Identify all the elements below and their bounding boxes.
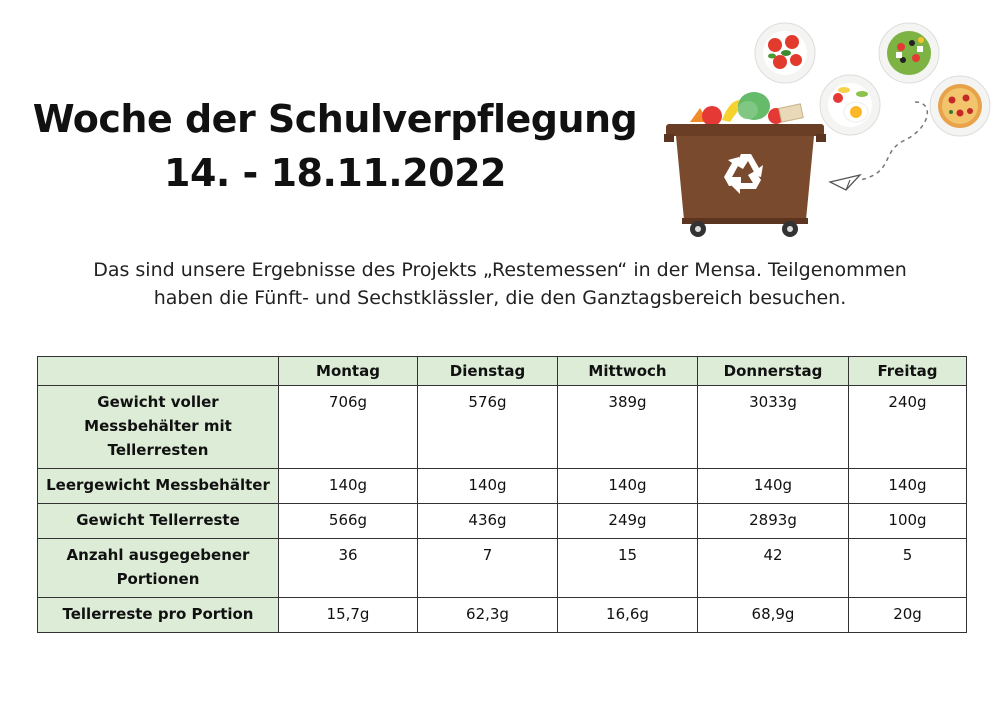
table-cell: 140g xyxy=(418,469,558,504)
table-cell: 140g xyxy=(849,469,967,504)
table-cell: 140g xyxy=(279,469,418,504)
row-label: Gewicht Tellerreste xyxy=(38,504,279,539)
table-header-row xyxy=(38,357,967,386)
greek-salad-plate-icon xyxy=(879,23,939,83)
food-pile xyxy=(690,92,803,126)
table-cell: 249g xyxy=(558,504,698,539)
table-cell: 706g xyxy=(279,386,418,469)
table-cell: 7 xyxy=(418,539,558,598)
row-label: Gewicht voller Messbehälter mit Tellerresten xyxy=(38,386,279,469)
table-cell: 20g xyxy=(849,598,967,633)
table-cell: 389g xyxy=(558,386,698,469)
table-cell: 3033g xyxy=(698,386,849,469)
column-header: Montag xyxy=(279,357,418,386)
intro-text xyxy=(40,256,960,312)
table-row xyxy=(38,539,967,598)
table-cell: 16,6g xyxy=(558,598,698,633)
table-row xyxy=(38,598,967,633)
paper-plane-icon xyxy=(830,175,860,190)
table-cell: 62,3g xyxy=(418,598,558,633)
table-cell: 2893g xyxy=(698,504,849,539)
table-corner-cell xyxy=(38,357,279,386)
table-cell: 36 xyxy=(279,539,418,598)
table-cell: 15 xyxy=(558,539,698,598)
compost-bin-icon xyxy=(664,124,826,237)
salad-plate-icon xyxy=(755,23,815,83)
column-header: Mittwoch xyxy=(558,357,698,386)
table-cell: 42 xyxy=(698,539,849,598)
row-label: Leergewicht Messbehälter xyxy=(38,469,279,504)
row-label: Tellerreste pro Portion xyxy=(38,598,279,633)
intro-line-1: Das sind unsere Ergebnisse des Projekts „Restemessen“ in der Mensa. Teilgenommen xyxy=(93,259,907,281)
row-label: Anzahl ausgegebener Portionen xyxy=(38,539,279,598)
table-cell: 68,9g xyxy=(698,598,849,633)
table-cell: 240g xyxy=(849,386,967,469)
table-row xyxy=(38,386,967,469)
page-title xyxy=(30,92,640,200)
table-cell: 15,7g xyxy=(279,598,418,633)
table-cell: 576g xyxy=(418,386,558,469)
table-row xyxy=(38,504,967,539)
title-line-2: 14. - 18.11.2022 xyxy=(164,151,506,195)
pizza-plate-icon xyxy=(930,76,990,136)
fried-egg-plate-icon xyxy=(820,75,880,135)
column-header: Donnerstag xyxy=(698,357,849,386)
title-line-1: Woche der Schulverpflegung xyxy=(32,97,638,141)
table-row xyxy=(38,469,967,504)
intro-line-2: haben die Fünft- und Sechstklässler, die den Ganztagsbereich besuchen. xyxy=(153,287,847,309)
table-cell: 566g xyxy=(279,504,418,539)
illustration xyxy=(660,10,1000,250)
table-cell: 5 xyxy=(849,539,967,598)
table-cell: 436g xyxy=(418,504,558,539)
column-header: Freitag xyxy=(849,357,967,386)
table-cell: 140g xyxy=(558,469,698,504)
column-header: Dienstag xyxy=(418,357,558,386)
results-table xyxy=(37,356,967,633)
table-cell: 140g xyxy=(698,469,849,504)
table-cell: 100g xyxy=(849,504,967,539)
